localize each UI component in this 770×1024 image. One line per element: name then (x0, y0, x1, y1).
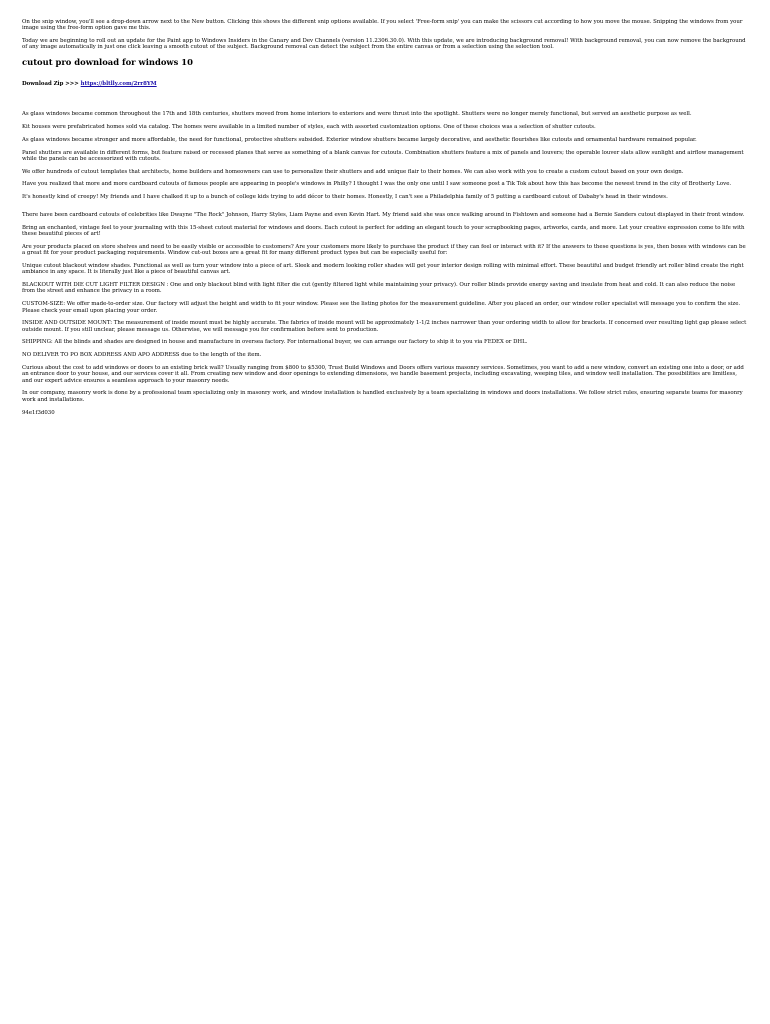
download-label: Download Zip >>> (22, 81, 81, 88)
page-title: cutout pro download for windows 10 (22, 57, 193, 68)
body-paragraph: INSIDE AND OUTSIDE MOUNT: The measurement of inside mount must be highly accurate. The fabrics of inside mount will be approximately 1-1/2 inches narrower than your ordering width to allow for brackets. If concerned over resulting light gap please select outside mount. If you still unclear, please message us. Otherwise, we will message you for confirmation before sent to production. (22, 320, 747, 333)
body-paragraph: Curious about the cost to add windows or doors to an existing brick wall? Usually ranging from $800 to $5300, Trust Build Windows and Doors offers various masonry services. Sometimes, you want to add a new window, convert an existing one into a door, or add an entrance door to your house, and our services cover it all. From creating new window and door openings to extending dimensions, we handle basement projects, including excavating, weeping tiles, and window well installation. The possibilities are limitless, and our expert advice ensures a seamless approach to your masonry needs. (22, 365, 744, 384)
body-paragraph: Have you realized that more and more cardboard cutouts of famous people are appearing in people's windows in Philly? I thought I was the only one until I saw someone post a Tik Tok about how this has become the newest trend in the city of Brotherly Love. (22, 181, 732, 188)
footer-code: 94e1f3d030 (22, 409, 55, 416)
download-link[interactable]: https://bltlly.com/2rr8YM (80, 81, 157, 88)
body-paragraph: There have been cardboard cutouts of celebrities like Dwayne "The Rock" Johnson, Harry Styles, Liam Payne and even Kevin Hart. My friend said she was once walking around in Fishtown and someone had a Bernie Sanders cutout displayed in their front window. (22, 212, 745, 219)
body-paragraph: It's honestly kind of creepy! My friends and I have chalked it up to a bunch of college kids trying to add décor to their homes. Honestly, I can't see a Philadelphia family of 5 putting a cardboard cutout of Dababy's head in their windows. (22, 194, 668, 201)
body-paragraph: Kit houses were prefabricated homes sold via catalog. The homes were available in a limited number of styles, each with assorted customization options. One of these choices was a selection of shutter cutouts. (22, 123, 596, 130)
body-paragraph: SHIPPING: All the blinds and shades are designed in house and manufacture in oversea factory. For international buyer, we can arrange our factory to ship it to you via FEDEX or DHL. (22, 339, 528, 346)
body-paragraph: Panel shutters are available in different forms, but feature raised or recessed planes that serve as something of a blank canvas for cutouts. Combination shutters feature a mix of panels and louvers; the operable louver slats allow sunlight and airflow management while the panels can be accessorized with cutouts. (22, 149, 744, 162)
body-paragraph: BLACKOUT WITH DIE CUT LIGHT FILTER DESIGN : One and only blackout blind with light filter die cut (gently filtered light while maintaining your privacy). Our roller blinds provide energy saving and insulate from heat and cold. It can also reduce the noise from the street and enhance the privacy in a room. (22, 282, 736, 295)
body-paragraph: We offer hundreds of cutout templates that architects, home builders and homeowners can use to personalize their shutters and add unique flair to their homes. We can also work with you to create a custom cutout based on your own design. (22, 168, 684, 175)
body-paragraph: CUSTOM-SIZE: We offer made-to-order size. Our factory will adjust the height and width to fit your window. Please see the listing photos for the measurement guideline. After you placed an order, our window roller specialist will message you to confirm the size. Please check your email upon placing your order. (22, 301, 741, 314)
intro-paragraph: On the snip window, you'll see a drop-down arrow next to the New button. Clicking this shows the different snip options available. If you select 'Free-form snip' you can make the scissors cut according to how you move the mouse. Snipping the windows from your image using the free-form option gave me this. (22, 19, 743, 32)
body-paragraph: As glass windows became stronger and more affordable, the need for functional, protective shutters subsided. Exterior window shutters became largely decorative, and aesthetic flourishes like cutouts and ornamental hardware remained popular. (22, 136, 697, 143)
body-paragraph: NO DELIVER TO PO BOX ADDRESS AND APO ADDRESS due to the length of the item. (22, 352, 262, 359)
body-paragraph: Are your products placed on store shelves and need to be easily visible or accessible to customers? Are your customers more likely to purchase the product if they can feel or interact with it? If the answers to these questions is yes, then boxes with windows can be a great fit for your product packaging requirements. Window cut-out boxes are a great fit for many different product types but can be especially useful for: (22, 243, 746, 257)
body-paragraph: Bring an enchanted, vintage feel to your journaling with this 15-sheet cutout material for windows and doors. Each cutout is perfect for adding an elegant touch to your scrapbooking pages, artworks, cards, and more. Let your creative expression come to life with these beautiful pieces of art! (22, 224, 745, 238)
intro-paragraph: Today we are beginning to roll out an update for the Paint app to Windows Insiders in the Canary and Dev Channels (version 11.2306.30.0). With this update, we are introducing background removal! With background removal, you can now remove the background of any image automatically in just one click leaving a smooth cutout of the subject. Background removal can detect the subject from the entire canvas or from a selection using the selection tool. (22, 38, 746, 51)
download-line (22, 81, 748, 87)
body-paragraph: Unique cutout blackout window shades. Functional as well as turn your window into a piece of art. Sleek and modern looking roller shades will get your interior design rolling with minimal effort. These beautiful and budget friendly art roller blind create the right ambiance in any space. It is literally just like a piece of beautiful canvas art. (22, 263, 744, 276)
document-page (0, 0, 770, 416)
body-paragraph: As glass windows became common throughout the 17th and 18th centuries, shutters moved from home interiors to exteriors and were thrust into the spotlight. Shutters were no longer merely functional, but served an aesthetic purpose as well. (22, 111, 692, 118)
body-paragraph: In our company, masonry work is done by a professional team specializing only in masonry work, and window installation is handled exclusively by a team specializing in windows and doors installations. We follow strict rules, ensuring separate teams for masonry work and installations. (22, 390, 743, 403)
